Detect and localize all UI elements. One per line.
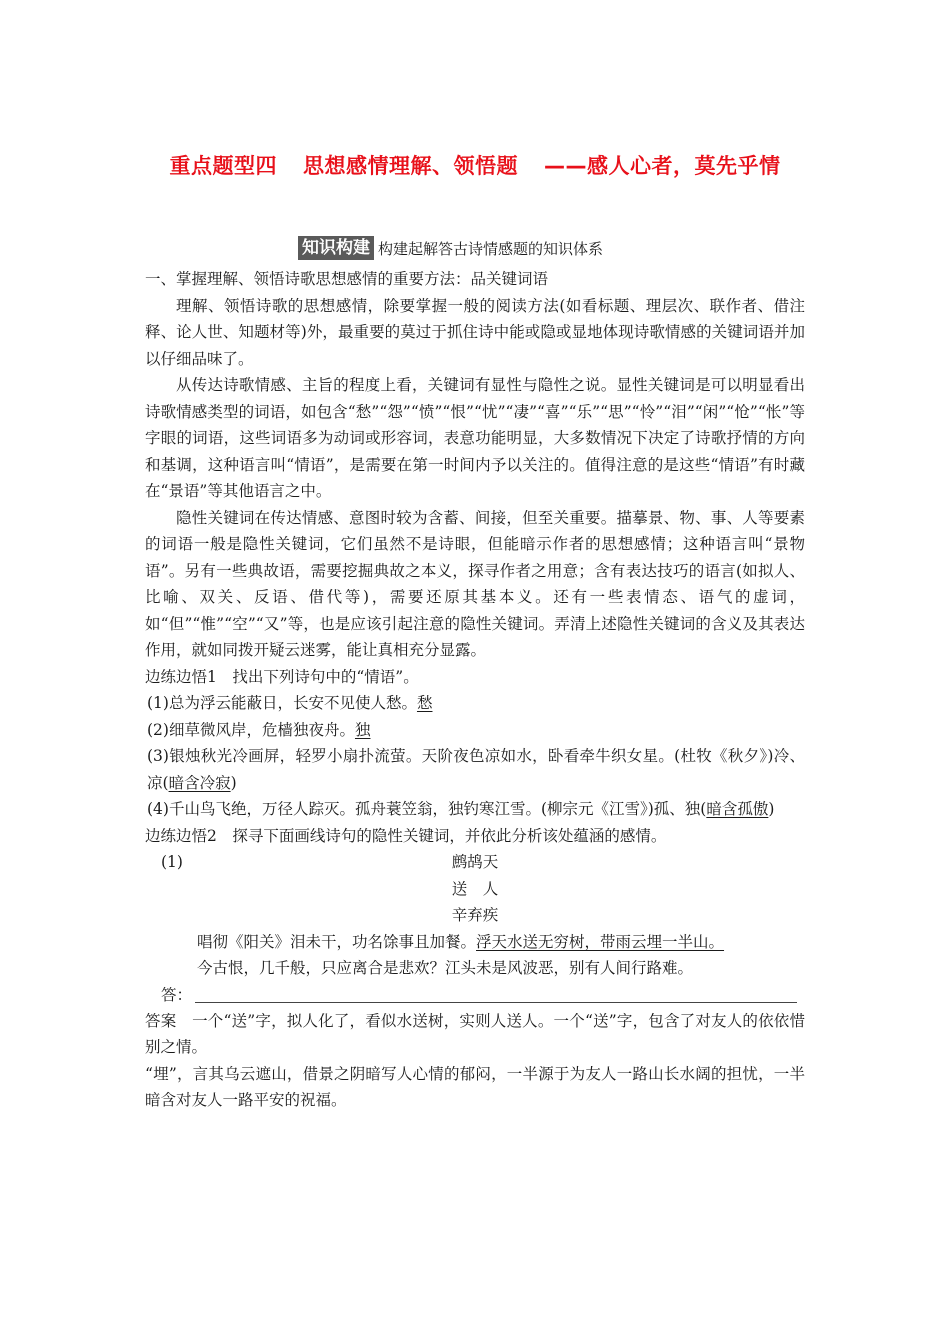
paragraph-2: 从传达诗歌情感、主旨的程度上看，关键词有显性与隐性之说。显性关键词是可以明显看出诗歌情感类型的词语，如包含“愁”“怨”“愤”“恨”“忧”“凄”“喜”“乐”“思”“怜”“泪”“闲”“怆”“怅”等字眼的词语，这些词语多为动词或形容词，表意功能明显，大多数情况下决定了诗歌抒情的方向和基调，这种语言叫“情语”，是需要在第一时间内予以关注的。值得注意的是这些“情语”有时藏在“景语”等其他语言之中。	[145, 376, 805, 500]
knowledge-subtitle: 构建起解答古诗情感题的知识体系	[378, 239, 604, 258]
knowledge-badge: 知识构建	[298, 236, 374, 260]
answer-line	[145, 982, 805, 1008]
answer-paragraph-1: 答案 一个“送”字，拟人化了，看似水送树，实则人送人。一个“送”字，包含了对友人的依依惜别之情。	[145, 1011, 805, 1056]
poem-tune: 鹧鸪天	[451, 853, 499, 871]
title-part-2: 思想感情理解、领悟题	[303, 154, 518, 178]
poem-line-2: 今古恨，几千般，只应离合是悲欢？江头未是风波恶，别有人间行路难。	[197, 959, 694, 977]
exercise-1-item-3: (3)银烛秋光冷画屏，轻罗小扇扑流萤。天阶夜色凉如水，卧看牵牛织女星。(杜牧《秋夕》)冷、凉(暗含冷寂)	[147, 747, 805, 792]
knowledge-header	[298, 236, 603, 260]
poem-line-1: 唱彻《阳关》泪未干，功名馀事且加餐。浮天水送无穷树，带雨云埋一半山。	[197, 932, 725, 951]
answer-underlined: 暗含孤傲	[706, 800, 769, 818]
exercise-1-item-4: (4)千山鸟飞绝，万径人踪灭。孤舟蓑笠翁，独钓寒江雪。(柳宗元《江雪》)孤、独(暗含孤傲)	[147, 800, 775, 818]
question-number: (1)	[161, 853, 183, 871]
section-heading: 一、掌握理解、领悟诗歌思想感情的重要方法：品关键词语	[145, 270, 549, 288]
page-title	[0, 150, 950, 180]
paragraph-1: 理解、领悟诗歌的思想感情，除要掌握一般的阅读方法(如看标题、理层次、联作者、借注释、论人世、知题材等)外，最重要的莫过于抓住诗中能或隐或显地体现诗歌情感的关键词语并加以仔细品味了。	[145, 296, 805, 368]
poem-author: 辛弃疾	[451, 906, 499, 924]
paragraph-3: 隐性关键词在传达情感、意图时较为含蓄、间接，但至关重要。描摹景、物、事、人等要素的词语一般是隐性关键词，它们虽然不是诗眼，但能暗示作者的思想感情；这种语言叫“景物语”。另有一些典故语，需要挖掘典故之本义，探寻作者之用意；含有表达技巧的语言(如拟人、比喻、双关、反语、借代等)，需要还原其基本义。还有一些表情态、语气的虚词，如“但”“惟”“空”“又”等，也是应该引起注意的隐性关键词。弄清上述隐性关键词的含义及其表达作用，就如同拨开疑云迷雾，能让真相充分显露。	[145, 508, 805, 659]
answer-underlined: 愁	[416, 694, 433, 712]
exercise-2-heading: 边练边悟2 探寻下面画线诗句的隐性关键词，并依此分析该处蕴涵的感情。	[145, 826, 667, 845]
document-body	[145, 266, 805, 1114]
exercise-1-item-2: (2)细草微风岸，危樯独夜舟。独	[147, 720, 371, 739]
answer-underlined: 暗含冷寂	[168, 773, 231, 792]
answer-blank	[195, 1002, 797, 1003]
answer-paragraph-2: “埋”，言其乌云遮山，借景之阴暗写人心情的郁闷，一半源于为友人一路山长水阔的担忧，一半暗含对友人一路平安的祝福。	[145, 1064, 805, 1109]
exercise-1-item-1: (1)总为浮云能蔽日，长安不见使人愁。愁	[147, 694, 433, 712]
poem-underlined-line: 浮天水送无穷树，带雨云埋一半山。	[476, 932, 725, 951]
title-part-3: ——感人心者，莫先乎情	[544, 154, 781, 178]
title-part-1: 重点题型四	[169, 154, 277, 178]
answer-label: 答：	[161, 985, 193, 1004]
poem-header	[145, 849, 805, 876]
answer-underlined: 独	[354, 720, 371, 739]
poem-title: 送 人	[451, 879, 499, 898]
exercise-1-heading: 边练边悟1 找出下列诗句中的“情语”。	[145, 667, 419, 686]
